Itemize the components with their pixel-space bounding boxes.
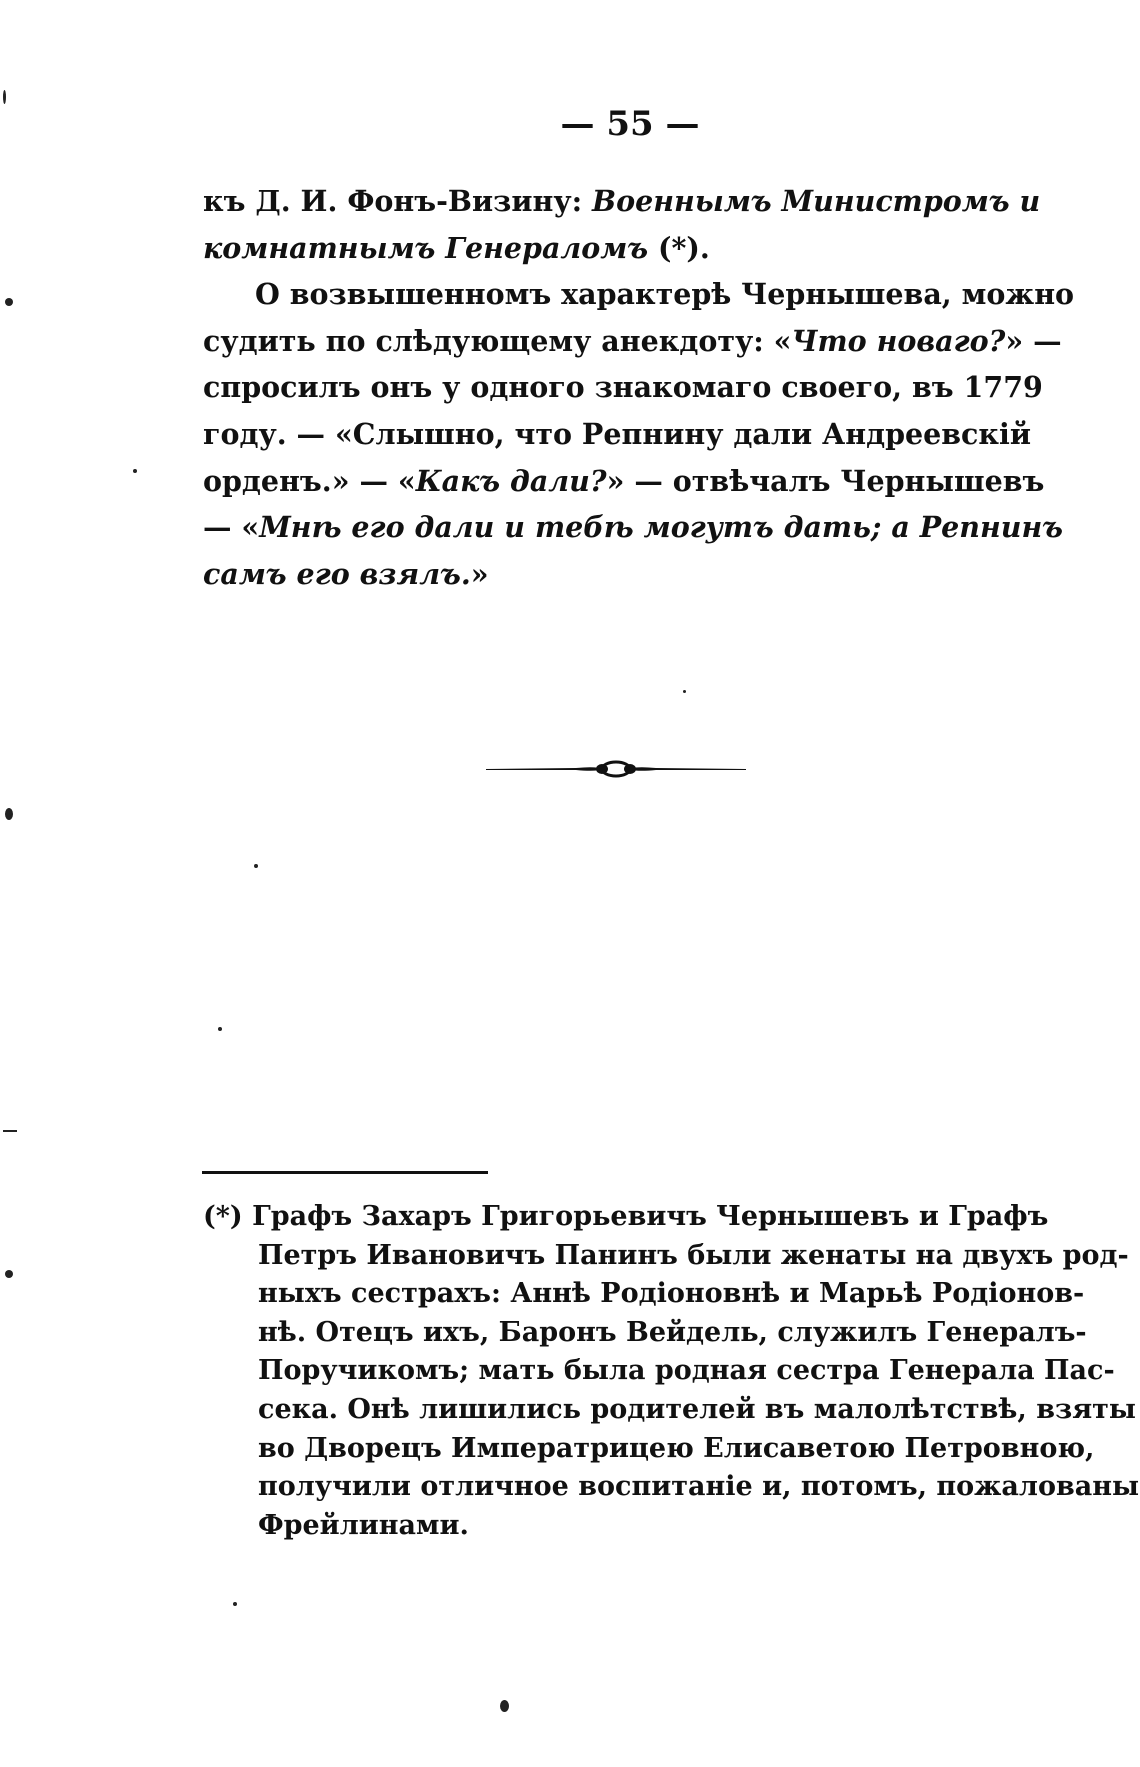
scan-speck (3, 90, 6, 104)
footnote-line: во Дворецъ Императрицею Елисаветою Петровною, (258, 1432, 1095, 1464)
scan-speck (3, 1130, 17, 1132)
scan-speck (233, 1602, 237, 1606)
footnote-separator (202, 1171, 488, 1174)
text-line: къ Д. И. Фонъ-Визину: Военнымъ Министромъ и (203, 184, 1041, 218)
text-line: орденъ.» — «Какъ дали?» — отвѣчалъ Чернышевъ (203, 463, 1045, 498)
page-number: — 55 — (560, 104, 700, 144)
scan-speck (5, 298, 13, 306)
footnote-line: Петръ Ивановичъ Панинъ были женаты на двухъ род- (258, 1239, 1129, 1271)
scan-speck (683, 690, 686, 693)
text-line: комнатнымъ Генераломъ (*). (203, 230, 710, 265)
scan-speck (500, 1700, 509, 1712)
footnote-line: Фрейлинами. (258, 1509, 469, 1541)
ornament-divider (486, 754, 746, 784)
footnote-line: нѣ. Отецъ ихъ, Баронъ Вейдель, служилъ Генералъ- (258, 1316, 1087, 1348)
scan-speck (218, 1027, 222, 1031)
text-line: О возвышенномъ характерѣ Чернышева, можно (255, 277, 1075, 312)
footnote-line: ныхъ сестрахъ: Аннѣ Родіоновнѣ и Марьѣ Родіонов- (258, 1278, 1085, 1310)
scan-speck (254, 864, 258, 868)
scan-speck (5, 808, 13, 820)
text-line: — «Мнѣ его дали и тебѣ могутъ дать; а Репнинъ (203, 510, 1063, 545)
text-line: году. — «Слышно, что Репнину дали Андреевскій (203, 416, 1031, 451)
footnote-line: сека. Онѣ лишились родителей въ малолѣтствѣ, взяты (258, 1393, 1136, 1425)
footnote-line: Поручикомъ; мать была родная сестра Генерала Пас- (258, 1355, 1115, 1387)
main-text (203, 178, 1075, 597)
footnote-line: получили отличное воспитаніе и, потомъ, пожалованы (258, 1471, 1140, 1503)
scan-speck (5, 1270, 13, 1278)
footnote-line: (*) Графъ Захаръ Григорьевичъ Чернышевъ и Графъ (203, 1201, 1049, 1232)
scan-speck (133, 469, 137, 473)
text-line: судить по слѣдующему анекдоту: «Что новаго?» — (203, 323, 1062, 358)
text-line: самъ его взялъ.» (203, 556, 489, 591)
footnote (203, 1198, 1140, 1545)
text-line: спросилъ онъ у одного знакомаго своего, въ 1779 (203, 370, 1043, 405)
